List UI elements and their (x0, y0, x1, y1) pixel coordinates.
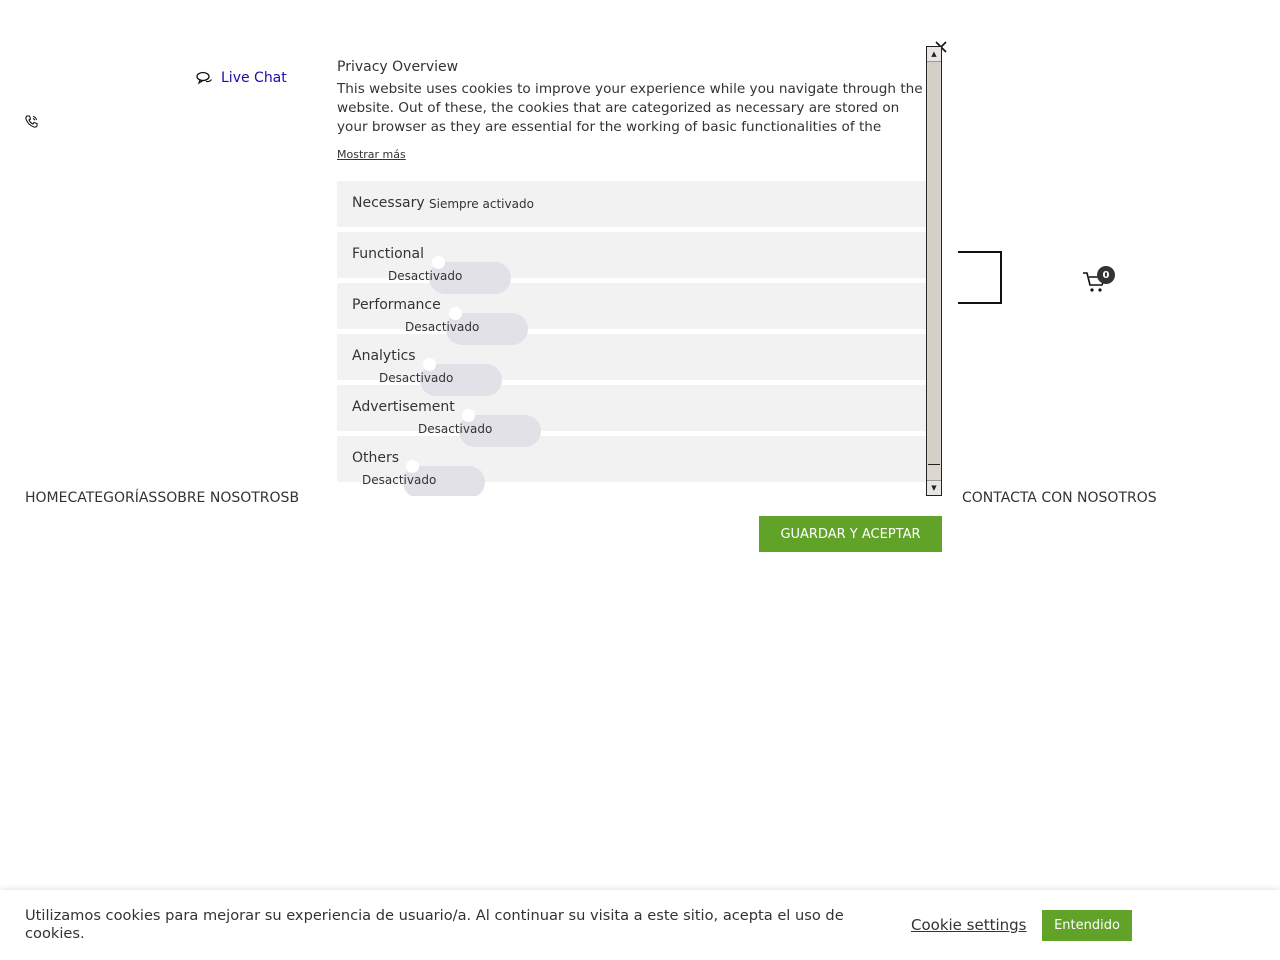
accept-cookies-button[interactable]: Entendido (1042, 910, 1132, 941)
live-chat-label: Live Chat (221, 70, 287, 86)
show-more-link[interactable]: Mostrar más (337, 148, 406, 161)
category-functional[interactable] (337, 232, 927, 283)
category-name: Advertisement (352, 399, 455, 415)
main-nav (25, 490, 299, 506)
category-state: Desactivado (379, 371, 454, 385)
modal-scrollbar[interactable] (926, 46, 942, 496)
category-necessary[interactable] (337, 181, 927, 227)
category-name: Performance (352, 297, 441, 313)
cookie-settings-link[interactable]: Cookie settings (911, 916, 1027, 934)
category-state: Desactivado (362, 473, 437, 487)
category-performance[interactable] (337, 283, 927, 334)
modal-title: Privacy Overview (337, 59, 459, 75)
cookie-consent-bar (0, 890, 1280, 960)
category-state: Desactivado (388, 269, 463, 283)
cart-button[interactable] (1082, 266, 1118, 296)
category-analytics[interactable] (337, 334, 927, 385)
search-box[interactable] (958, 251, 1002, 304)
chat-icon (196, 71, 213, 85)
cart-count-badge: 0 (1097, 266, 1115, 284)
cookie-category-list (337, 181, 927, 487)
category-name: Analytics (352, 348, 416, 364)
category-state: Desactivado (418, 422, 493, 436)
scroll-down-icon[interactable]: ▼ (927, 480, 941, 495)
category-state: Desactivado (405, 320, 480, 334)
privacy-overview-modal (322, 40, 942, 560)
nav-item-contacta[interactable]: CONTACTA CON NOSOTROS (962, 490, 1157, 506)
cookie-bar-text: Utilizamos cookies para mejorar su experiencia de usuario/a. Al continuar su visita a este sitio, acepta el uso de cookies. (25, 907, 844, 942)
phone-icon[interactable] (24, 114, 39, 129)
scroll-up-icon[interactable]: ▲ (927, 47, 941, 62)
main-nav-visible-items[interactable]: HOMECATEGORÍASSOBRE NOSOTROSB (25, 490, 300, 506)
save-and-accept-button[interactable]: GUARDAR Y ACEPTAR (759, 516, 942, 552)
modal-scroll-area[interactable] (337, 50, 927, 496)
modal-description: This website uses cookies to improve your experience while you navigate through the website. Out of these, the cookies that are categorized as necessary are stored on your browser as they are essential for the working of basic functionalities of the (337, 81, 923, 135)
category-others[interactable] (337, 436, 927, 487)
category-name: Others (352, 450, 400, 466)
category-name: Functional (352, 246, 425, 262)
category-state: Siempre activado (429, 197, 534, 211)
live-chat-link[interactable] (196, 70, 287, 86)
scrollbar-thumb[interactable] (928, 62, 940, 465)
category-name: Necessary (352, 195, 425, 211)
